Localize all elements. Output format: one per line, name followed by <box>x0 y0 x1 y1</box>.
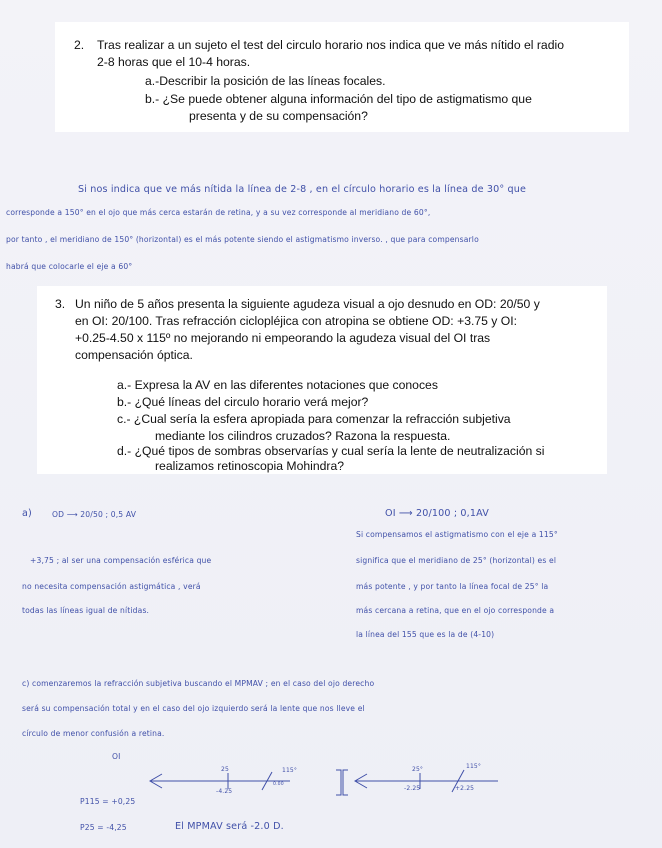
power-cross-right <box>355 770 498 792</box>
diagram-right-top-label: 25° <box>412 766 424 773</box>
question-3-line-4: compensación óptica. <box>75 348 193 362</box>
question-3-number: 3. <box>55 297 66 311</box>
question-3-line-2: en OI: 20/100. Tras refracción ciclopléjica con atropina se obtiene OD: +3.75 y OI: <box>75 314 518 328</box>
power-25-line: P25 = -4,25 <box>80 823 127 832</box>
answer-3-od-line: OD ⟶ 20/50 ; 0,5 AV <box>52 510 137 519</box>
answer-3-c-line-2: será su compensación total y en el caso del ojo izquierdo será la lente que nos lleve el <box>22 704 365 713</box>
diagram-left-top-label: 25 <box>221 766 229 773</box>
diagram-right-left-label: -2.25 <box>404 785 421 792</box>
mpmav-conclusion: El MPMAV será -2.0 D. <box>175 821 284 832</box>
answer-3-c-line-1: c) comenzaremos la refracción subjetiva buscando el MPMAV ; en el caso del ojo derecho <box>22 679 375 688</box>
diagram-right-right-label: +2.25 <box>455 785 475 792</box>
question-3-item-b: b.- ¿Qué líneas del circulo horario verá mejor? <box>117 395 369 409</box>
diagram-left-axis-label: 115° <box>282 767 298 774</box>
answer-3-oi-label: OI <box>112 752 121 761</box>
answer-3-right-line-2: significa que el meridiano de 25° (horizontal) es el <box>356 556 557 565</box>
question-3-line-1: Un niño de 5 años presenta la siguiente agudeza visual a ojo desnudo en OD: 20/50 y <box>75 297 540 311</box>
diagram-right-axis-label: 115° <box>466 763 482 770</box>
answer-3-left-line-1: +3,75 ; al ser una compensación esférica que <box>30 556 212 565</box>
answer-3-right-line-4: más cercana a retina, que en el ojo corresponde a <box>356 606 555 615</box>
answer-3-c-line-3: círculo de menor confusión a retina. <box>22 729 165 738</box>
question-3-item-d-line-2: realizamos retinoscopia Mohindra? <box>155 459 345 473</box>
answer-3-right-line-5: la línea del 155 que es la de (4-10) <box>356 630 495 639</box>
question-2-item-b-line-1: b.- ¿Se puede obtener alguna información del tipo de astigmatismo que <box>145 92 532 106</box>
question-3-item-d-line-1: d.- ¿Qué tipos de sombras observarías y cual sería la lente de neutralización si <box>117 444 545 458</box>
answer-3-right-line-1: Si compensamos el astigmatismo con el eje a 115° <box>356 530 558 539</box>
answer-3-a-label: a) <box>22 508 32 519</box>
answer-3-left-line-3: todas las líneas igual de nítidas. <box>22 606 150 615</box>
question-3-item-c-line-2: mediante los cilindros cruzados? Razona la respuesta. <box>155 429 451 443</box>
answer-2-line-3: por tanto , el meridiano de 150° (horizontal) es el más potente siendo el astigmatismo inverso. , que para compensarlo <box>6 235 479 244</box>
answer-2-line-4: habrá que colocarle el eje a 60° <box>6 262 133 271</box>
question-2-item-b-line-2: presenta y de su compensación? <box>189 109 368 123</box>
question-2-number: 2. <box>74 38 85 52</box>
lens-symbol <box>336 770 348 795</box>
diagram-left-bottom-label: -4.25 <box>216 788 233 795</box>
question-2-line-2: 2-8 horas que el 10-4 horas. <box>97 55 251 69</box>
answer-3-left-line-2: no necesita compensación astigmática , verá <box>22 582 201 591</box>
lens-bracket-right-icon <box>343 770 348 795</box>
question-3-line-3: +0.25-4.50 x 115º no mejorando ni empeorando la agudeza visual del OI tras <box>75 331 491 345</box>
power-115-line: P115 = +0,25 <box>80 797 136 806</box>
answer-2-line-2: corresponde a 150° en el ojo que más cerca estarán de retina, y a su vez corresponde al meridiano de 60°, <box>6 208 431 217</box>
question-2-line-1: Tras realizar a un sujeto el test del circulo horario nos indica que ve más nítido el radio <box>97 38 564 52</box>
answer-2-line-1: Si nos indica que ve más nítida la línea de 2-8 , en el círculo horario es la línea de 30° que <box>78 184 527 195</box>
question-2-item-a: a.-Describir la posición de las líneas focales. <box>145 74 386 88</box>
diagram-left-small-label: 0.00 <box>273 782 284 787</box>
question-3-item-a: a.- Expresa la AV en las diferentes notaciones que conoces <box>117 378 438 392</box>
question-3-item-c-line-1: c.- ¿Cual sería la esfera apropiada para comenzar la refracción subjetiva <box>117 412 511 426</box>
answer-3-oi-line: OI ⟶ 20/100 ; 0,1AV <box>385 508 489 519</box>
lens-bracket-left-icon <box>336 770 341 795</box>
answer-3-right-line-3: más potente , y por tanto la línea focal de 25° la <box>356 582 549 591</box>
